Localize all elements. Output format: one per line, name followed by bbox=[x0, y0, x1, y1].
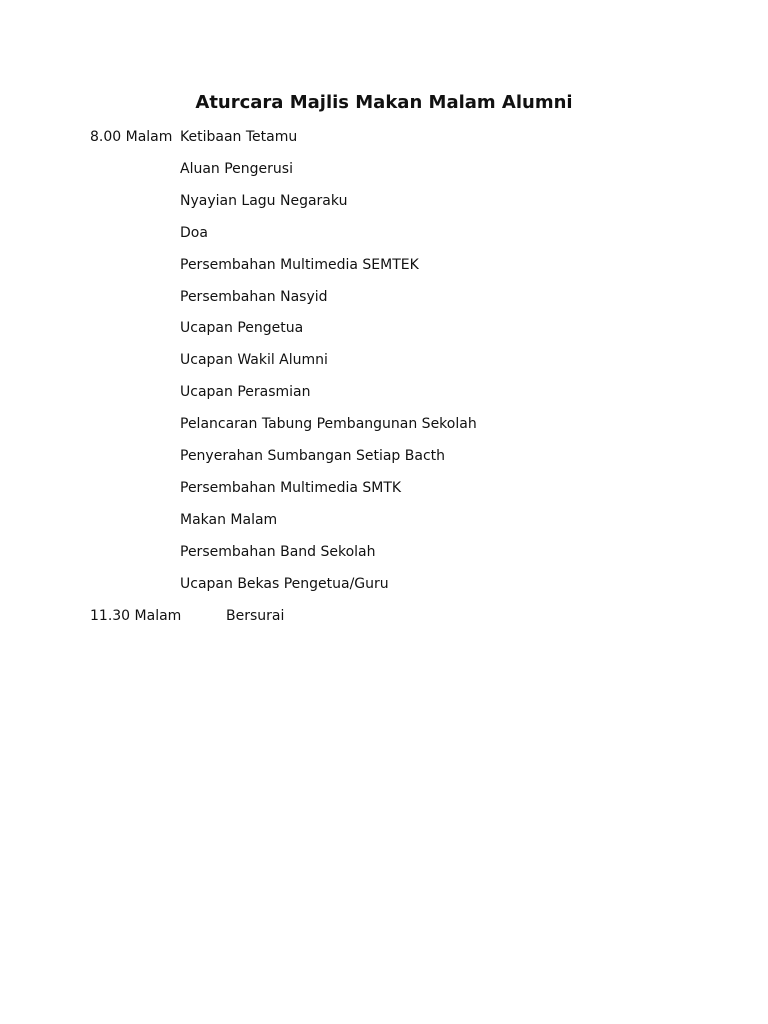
page-title: Aturcara Majlis Makan Malam Alumni bbox=[195, 92, 573, 113]
schedule-item: Doa bbox=[180, 225, 208, 241]
schedule-row bbox=[0, 414, 768, 434]
end-time: 11.30 Malam bbox=[90, 608, 182, 624]
schedule-item: Ucapan Perasmian bbox=[180, 384, 311, 400]
schedule-item: Persembahan Nasyid bbox=[180, 289, 328, 305]
schedule-row bbox=[0, 318, 768, 338]
schedule-item: Persembahan Band Sekolah bbox=[180, 544, 376, 560]
schedule-row bbox=[0, 127, 768, 147]
schedule-row bbox=[0, 510, 768, 530]
schedule-item: Penyerahan Sumbangan Setiap Bacth bbox=[180, 448, 446, 464]
schedule-row bbox=[0, 446, 768, 466]
schedule-row bbox=[0, 287, 768, 307]
schedule-row bbox=[0, 191, 768, 211]
schedule-item: Pelancaran Tabung Pembangunan Sekolah bbox=[180, 416, 477, 432]
schedule-row bbox=[0, 542, 768, 562]
start-time: 8.00 Malam bbox=[90, 129, 173, 145]
schedule-row bbox=[0, 382, 768, 402]
schedule-row bbox=[0, 255, 768, 275]
schedule-item: Ketibaan Tetamu bbox=[180, 129, 298, 145]
schedule-item: Nyayian Lagu Negaraku bbox=[180, 193, 348, 209]
schedule-item: Persembahan Multimedia SEMTEK bbox=[180, 257, 419, 273]
schedule-row bbox=[0, 574, 768, 594]
end-row bbox=[0, 606, 768, 626]
end-item: Bersurai bbox=[226, 608, 285, 624]
schedule-item: Makan Malam bbox=[180, 512, 278, 528]
schedule-item: Ucapan Pengetua bbox=[180, 320, 304, 336]
schedule-row bbox=[0, 478, 768, 498]
schedule-item: Aluan Pengerusi bbox=[180, 161, 293, 177]
schedule-row bbox=[0, 350, 768, 370]
schedule-item: Ucapan Bekas Pengetua/Guru bbox=[180, 576, 389, 592]
schedule-item: Ucapan Wakil Alumni bbox=[180, 352, 328, 368]
schedule-row bbox=[0, 223, 768, 243]
schedule-row bbox=[0, 159, 768, 179]
schedule-item: Persembahan Multimedia SMTK bbox=[180, 480, 402, 496]
